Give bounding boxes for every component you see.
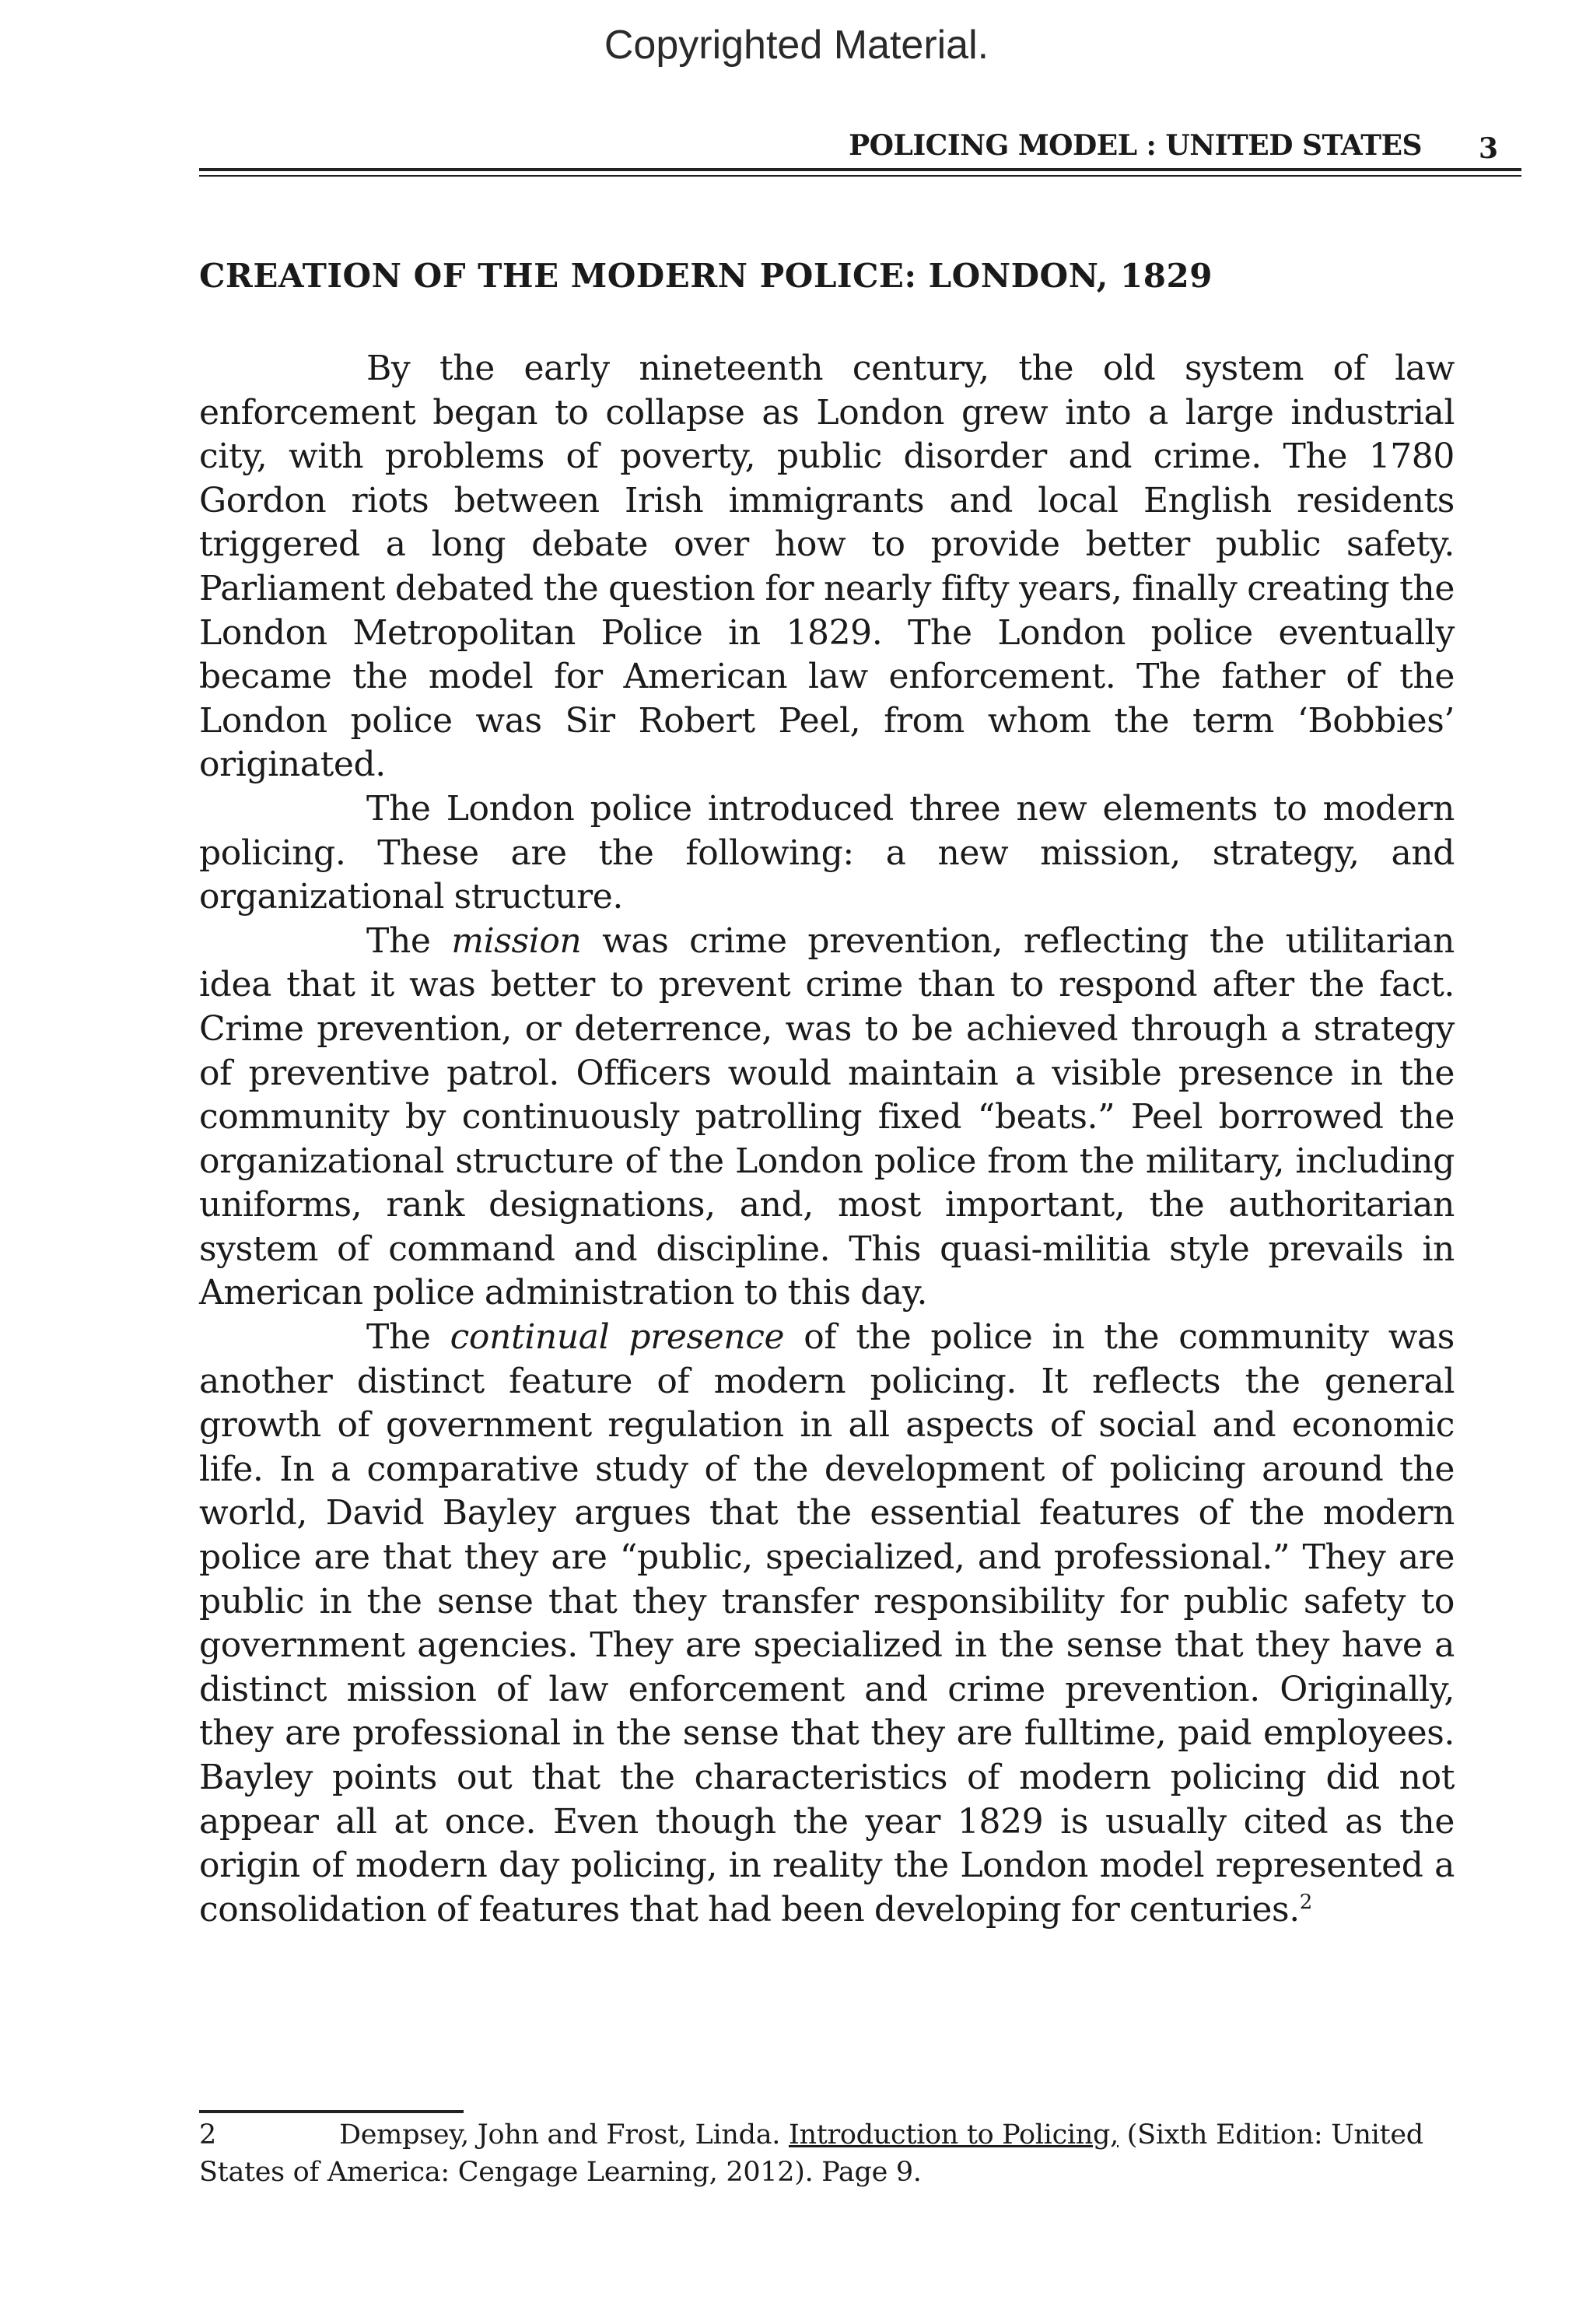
footnote-reference[interactable]: 2 bbox=[1299, 1890, 1312, 1914]
continual-presence-emphasis: continual presence bbox=[450, 1317, 785, 1358]
footnote-details: (Sixth Edition: United States of America: Cengage Learning, 2012). Page 9. bbox=[199, 2119, 1423, 2188]
section-heading: CREATION OF THE MODERN POLICE: LONDON, 1829 bbox=[199, 257, 1213, 295]
running-title: POLICING MODEL : UNITED STATES bbox=[849, 129, 1422, 162]
paragraph-4-rest: of the police in the community was another distinct feature of modern policing. It reflects the general growth of government regulation in all aspects of social and economic life. In a comparative study of the development of policing around the world, David Bayley argues that the essential features of the modern police are that they are “public, specialized, and professional.” They are public in the sense that they transfer responsibility for public safety to government agencies. They are specialized in the sense that they have a distinct mission of law enforcement and crime prevention. Originally, they are professional in the sense that they are fulltime, paid employees. Bayley points out that the characteristics of modern policing did not appear all at once. Even though the year 1829 is usually cited as the origin of modern day policing, in reality the London model represented a consolidation of features that had been developing for centuries. bbox=[199, 1317, 1455, 1930]
paragraph-4 bbox=[199, 1316, 1455, 1932]
copyright-watermark: Copyrighted Material. bbox=[604, 23, 989, 68]
page-number: 3 bbox=[1478, 132, 1498, 165]
footnote-rule bbox=[199, 2110, 464, 2113]
paragraph-3-rest: was crime prevention, reflecting the utilitarian idea that it was better to prevent crime than to respond after the fact. Crime prevention, or deterrence, was to be achieved through a strategy of preventive patrol. Officers would maintain a visible presence in the community by continuously patrolling fixed “beats.” Peel borrowed the organizational structure of the London police from the military, including uniforms, rank designations, and, most important, the authoritarian system of command and discipline. This quasi-militia style prevails in American police administration to this day. bbox=[199, 920, 1455, 1313]
paragraph-2: The London police introduced three new elements to modern policing. These are the following: a new mission, strategy, and organizational structure. bbox=[199, 788, 1455, 917]
paragraph-3-lead: The bbox=[366, 920, 431, 961]
footnote-book-title: Introduction to Policing, bbox=[788, 2119, 1119, 2150]
paragraph-4-lead: The bbox=[366, 1317, 431, 1358]
mission-emphasis: mission bbox=[451, 920, 582, 961]
footnote-authors: Dempsey, John and Frost, Linda. bbox=[339, 2119, 781, 2150]
header-rule bbox=[199, 168, 1521, 171]
running-header bbox=[199, 126, 1521, 173]
footnote bbox=[199, 2116, 1455, 2191]
body-text bbox=[199, 347, 1455, 1932]
header-rule-thin bbox=[199, 175, 1521, 177]
footnote-number: 2 bbox=[199, 2119, 216, 2150]
paragraph-3 bbox=[199, 920, 1455, 1316]
paragraph-1: By the early nineteenth century, the old system of law enforcement began to collapse as London grew into a large industrial city, with problems of poverty, public disorder and crime. The 1780 Gordon riots between Irish immigrants and local English residents triggered a long debate over how to provide better public safety. Parliament debated the question for nearly fifty years, finally creating the London Metropolitan Police in 1829. The London police eventually became the model for American law enforcement. The father of the London police was Sir Robert Peel, from whom the term ‘Bobbies’ originated. bbox=[199, 349, 1455, 785]
